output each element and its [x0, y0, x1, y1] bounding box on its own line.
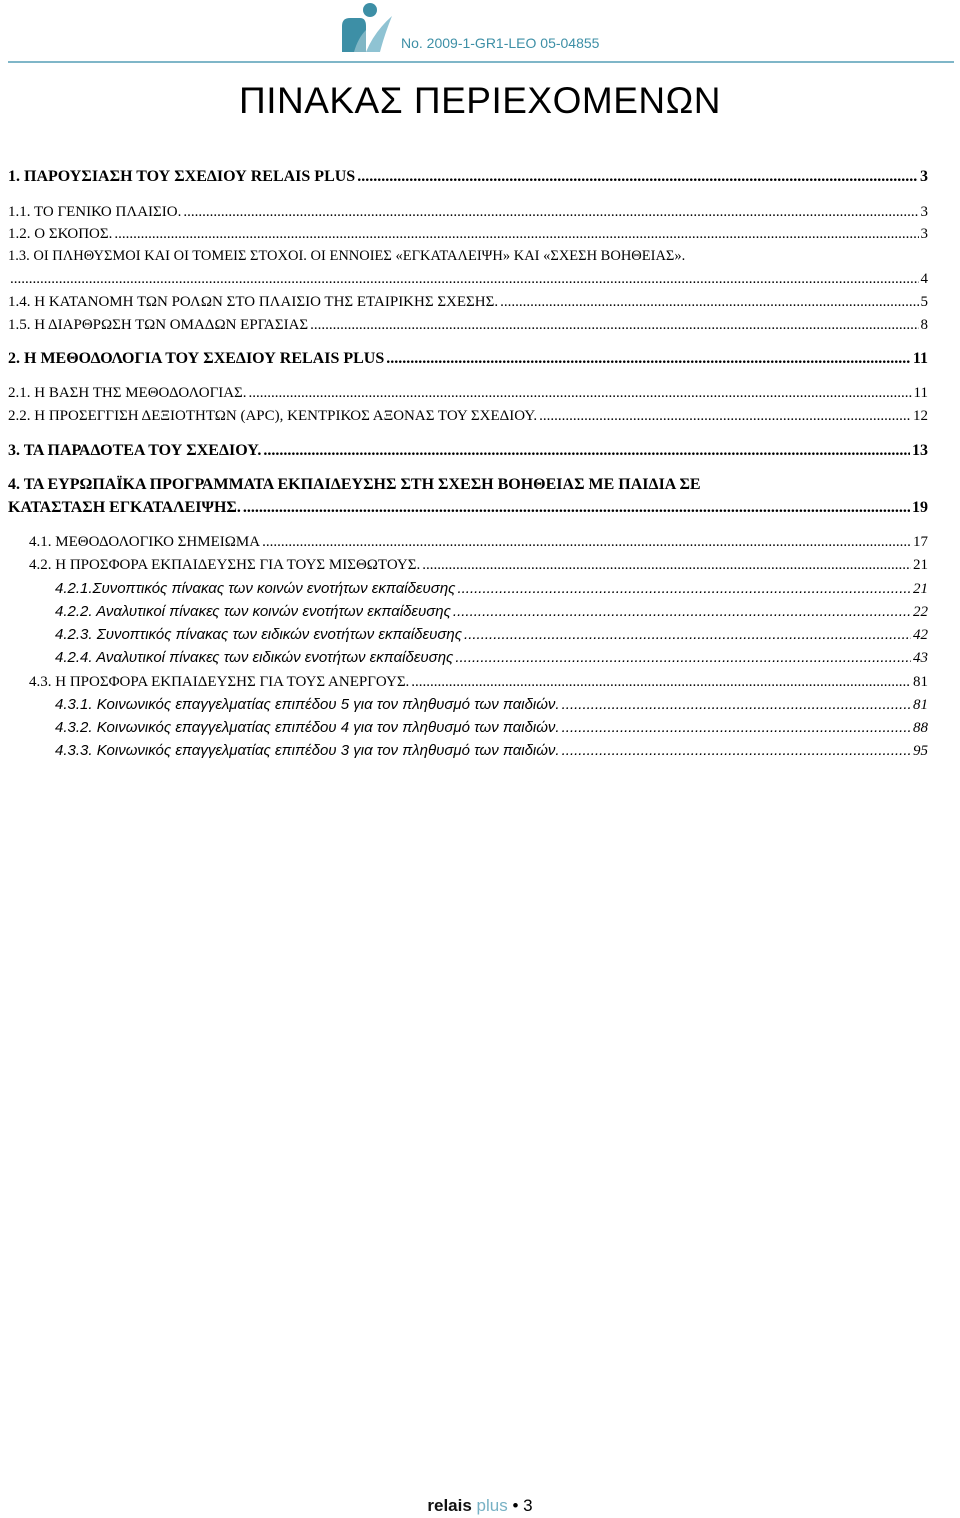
dot-leader [562, 743, 911, 758]
footer-page-number: 3 [523, 1496, 533, 1515]
toc-entry-4-2[interactable] [29, 558, 928, 573]
toc-entry-4-1[interactable] [29, 535, 928, 550]
toc-entry-4-line2[interactable] [8, 500, 928, 516]
toc-entry-1-2[interactable] [8, 227, 928, 242]
toc-entry-1-3-leader [8, 272, 928, 287]
toc-entry-4-2-3[interactable] [55, 627, 928, 643]
dot-leader [562, 697, 911, 712]
toc-entry-4-3-3[interactable] [55, 743, 928, 759]
toc-entry-title: 4. ΤΑ ΕΥΡΩΠΑΪΚΑ ΠΡΟΓΡΑΜΜΑΤΑ ΕΚΠΑΙΔΕΥΣΗΣ ΣΤΗ ΣΧΕΣΗ ΒΟΗΘΕΙΑΣ ΜΕ ΠΑΙΔΙΑ ΣΕ [8, 476, 701, 493]
dot-leader [386, 351, 911, 367]
toc-entry-title: 2. Η ΜΕΘΟΔΟΛΟΓΙΑ ΤΟΥ ΣΧΕΔΙΟΥ RELAIS PLUS [8, 350, 385, 367]
toc-page-number: 43 [913, 650, 928, 666]
dot-leader [464, 627, 911, 642]
toc-entry-1[interactable] [8, 169, 928, 185]
toc-entry-4-3-2[interactable] [55, 720, 928, 736]
document-number: No. 2009-1-GR1-LEO 05-04855 [401, 35, 600, 51]
toc-page-number: 21 [913, 557, 928, 573]
toc-page-number: 19 [912, 499, 928, 516]
header-divider [8, 61, 954, 63]
toc-page-number: 5 [920, 294, 928, 310]
relais-logo-icon [336, 2, 394, 54]
toc-entry-3[interactable] [8, 443, 928, 459]
dot-leader [262, 535, 911, 550]
dot-leader [114, 227, 918, 242]
toc-entry-title: 4.1. ΜΕΘΟΔΟΛΟΓΙΚΟ ΣΗΜΕΙΩΜΑ [29, 534, 261, 550]
dot-leader [357, 169, 918, 185]
footer-brand: relais [427, 1496, 472, 1515]
toc-entry-4-2-1[interactable] [55, 581, 928, 597]
toc-entry-title: 1.5. Η ΔΙΑΡΘΡΩΣΗ ΤΩΝ ΟΜΑΔΩΝ ΕΡΓΑΣΙΑΣ [8, 317, 309, 333]
toc-page-number: 3 [920, 226, 928, 242]
toc-entry-title: 1.1. ΤΟ ΓΕΝΙΚΟ ΠΛΑΙΣΙΟ. [8, 204, 182, 220]
toc-page-number: 8 [920, 317, 928, 333]
dot-leader [457, 581, 911, 596]
toc-page-number: 22 [913, 604, 928, 620]
toc-entry-1-1[interactable] [8, 205, 928, 220]
dot-leader [310, 318, 918, 333]
dot-leader [562, 720, 911, 735]
toc-entry-title: 4.2.3. Συνοπτικός πίνακας των ειδικών ενοτήτων εκπαίδευσης [55, 626, 463, 643]
toc-entry-4-2-2[interactable] [55, 604, 928, 620]
toc-entry-title: 4.2.2. Αναλυτικοί πίνακες των κοινών ενοτήτων εκπαίδευσης [55, 603, 451, 620]
toc-entry-2-1[interactable] [8, 386, 928, 401]
page-footer [0, 1496, 960, 1516]
dot-leader [455, 650, 911, 665]
dot-leader [263, 443, 910, 459]
toc-page-number: 88 [913, 720, 928, 736]
toc-entry-4[interactable] [8, 477, 954, 493]
toc-entry-2-2[interactable] [8, 409, 928, 424]
toc-entry-1-3[interactable] [8, 249, 954, 264]
toc-entry-1-4[interactable] [8, 295, 928, 310]
toc-entry-title: 4.2.1.Συνοπτικός πίνακας των κοινών ενοτήτων εκπαίδευσης [55, 580, 456, 597]
toc-page-number: 81 [913, 674, 928, 690]
dot-leader [411, 675, 911, 690]
toc-entry-2[interactable] [8, 351, 928, 367]
toc-entry-title: 4.3.2. Κοινωνικός επαγγελματίας επιπέδου 4 για τον πληθυσμό των παιδιών. [55, 719, 560, 736]
toc-entry-title: 4.3.1. Κοινωνικός επαγγελματίας επιπέδου 5 για τον πληθυσμό των παιδιών. [55, 696, 560, 713]
toc-entry-title: 4.2.4. Αναλυτικοί πίνακες των ειδικών ενοτήτων εκπαίδευσης [55, 649, 454, 666]
footer-brand-plus: plus [476, 1496, 508, 1515]
dot-leader [422, 558, 911, 573]
dot-leader [10, 272, 919, 287]
dot-leader [243, 500, 910, 516]
toc-page-number: 12 [913, 408, 928, 424]
toc-entry-4-2-4[interactable] [55, 650, 928, 666]
toc-entry-title: 2.1. Η ΒΑΣΗ ΤΗΣ ΜΕΘΟΔΟΛΟΓΙΑΣ. [8, 385, 247, 401]
dot-leader [500, 295, 918, 310]
toc-entry-1-5[interactable] [8, 318, 928, 333]
toc-page-number: 95 [913, 743, 928, 759]
dot-leader [539, 409, 911, 424]
toc-page-number: 11 [913, 385, 928, 401]
toc-entry-4-3[interactable] [29, 675, 928, 690]
dot-leader [183, 205, 918, 220]
toc-page-number: 81 [913, 697, 928, 713]
toc-entry-title: 2.2. Η ΠΡΟΣΕΓΓΙΣΗ ΔΕΞΙΟΤΗΤΩΝ (APC), ΚΕΝΤΡΙΚΟΣ ΑΞΟΝΑΣ ΤΟΥ ΣΧΕΔΙΟΥ. [8, 408, 538, 424]
toc-page-number: 42 [913, 627, 928, 643]
toc-entry-title: 3. ΤΑ ΠΑΡΑΔΟΤΕΑ ΤΟΥ ΣΧΕΔΙΟΥ. [8, 442, 262, 459]
toc-page-number: 3 [920, 204, 928, 220]
footer-bullet: • [512, 1496, 519, 1515]
toc-entry-title: 4.2. Η ΠΡΟΣΦΟΡΑ ΕΚΠΑΙΔΕΥΣΗΣ ΓΙΑ ΤΟΥΣ ΜΙΣΘΩΤΟΥΣ. [29, 557, 421, 573]
toc-entry-4-3-1[interactable] [55, 697, 928, 713]
toc-entry-title: 4.3. Η ΠΡΟΣΦΟΡΑ ΕΚΠΑΙΔΕΥΣΗΣ ΓΙΑ ΤΟΥΣ ΑΝΕΡΓΟΥΣ. [29, 674, 410, 690]
toc-page-number: 4 [920, 271, 928, 287]
toc-entry-title: 1.3. ΟΙ ΠΛΗΘΥΣΜΟΙ ΚΑΙ ΟΙ ΤΟΜΕΙΣ ΣΤΟΧΟΙ. ΟΙ ΕΝΝΟΙΕΣ «ΕΓΚΑΤΑΛΕΙΨΗ» ΚΑΙ «ΣΧΕΣΗ ΒΟΗΘΕΙΑΣ». [8, 248, 686, 264]
page-title: ΠΙΝΑΚΑΣ ΠΕΡΙΕΧΟΜΕΝΩΝ [238, 80, 721, 121]
toc-entry-title-continued: ΚΑΤΑΣΤΑΣΗ ΕΓΚΑΤΑΛΕΙΨΗΣ. [8, 499, 241, 516]
toc-entry-title: 1.4. Η ΚΑΤΑΝΟΜΗ ΤΩΝ ΡΟΛΩΝ ΣΤΟ ΠΛΑΙΣΙΟ ΤΗΣ ΕΤΑΙΡΙΚΗΣ ΣΧΕΣΗΣ. [8, 294, 499, 310]
toc-page-number: 17 [913, 534, 928, 550]
dot-leader [249, 386, 912, 401]
toc-page-number: 3 [920, 168, 928, 185]
toc-page-number: 11 [912, 350, 928, 367]
toc-page-number: 13 [912, 442, 928, 459]
toc-entry-title: 1. ΠΑΡΟΥΣΙΑΣΗ ΤΟΥ ΣΧΕΔΙΟΥ RELAIS PLUS [8, 168, 356, 185]
toc-page-number: 21 [913, 581, 928, 597]
toc-entry-title: 1.2. Ο ΣΚΟΠΟΣ. [8, 226, 113, 242]
toc-entry-title: 4.3.3. Κοινωνικός επαγγελματίας επιπέδου 3 για τον πληθυσμό των παιδιών. [55, 742, 560, 759]
dot-leader [453, 604, 911, 619]
